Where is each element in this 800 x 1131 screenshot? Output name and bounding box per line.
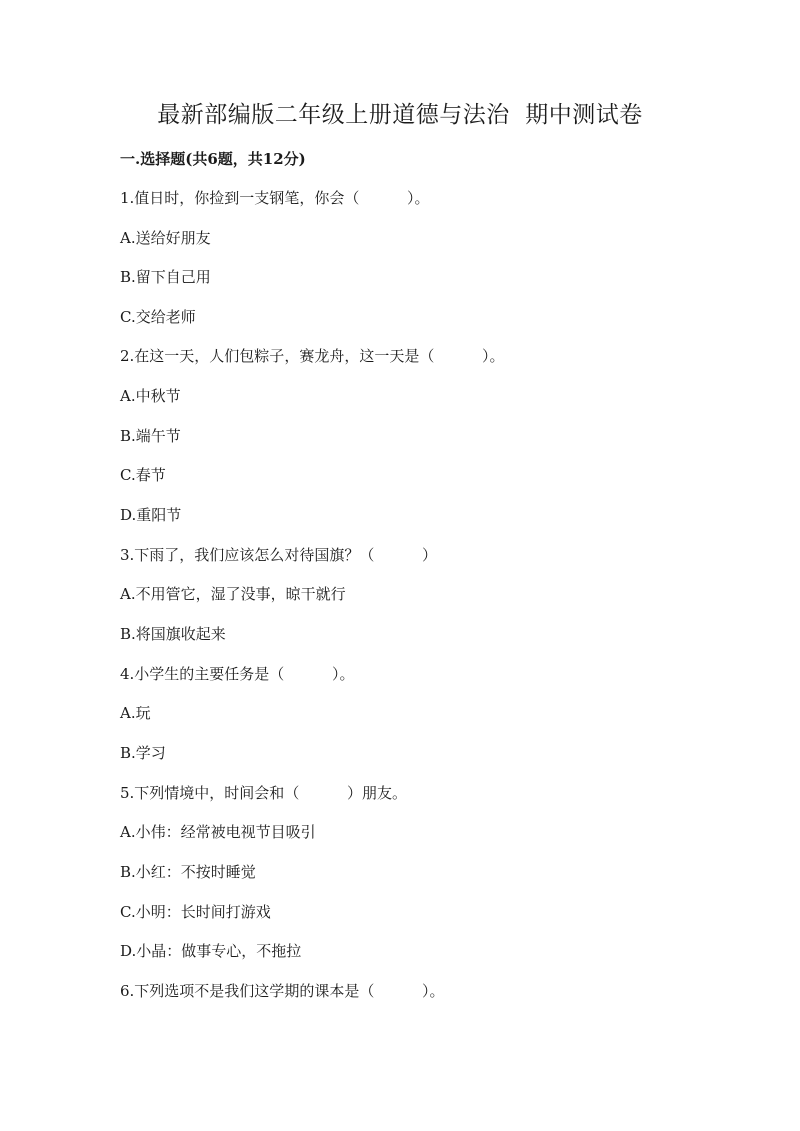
question-5-option-a: A.小伟：经常被电视节目吸引 [120, 823, 316, 841]
question-2-stem: 2.在这一天，人们包粽子，赛龙舟，这一天是（ ）。 [120, 347, 505, 365]
question-3-stem: 3.下雨了，我们应该怎么对待国旗？（ ） [120, 546, 437, 564]
question-5-option-b: B.小红：不按时睡觉 [120, 863, 256, 881]
question-2-option-b: B.端午节 [120, 427, 181, 445]
question-1-option-a: A.送给好朋友 [120, 229, 211, 247]
question-4-option-a: A.玩 [120, 704, 151, 722]
section-heading: 一.选择题(共6题，共12分) [120, 150, 306, 168]
question-4-option-b: B.学习 [120, 744, 166, 762]
question-2-option-c: C.春节 [120, 466, 166, 484]
question-6-stem: 6.下列选项不是我们这学期的课本是（ ）。 [120, 982, 445, 1000]
question-5-option-d: D.小晶：做事专心，不拖拉 [120, 942, 302, 960]
question-3-option-a: A.不用管它，湿了没事，晾干就行 [120, 585, 346, 603]
question-2-option-d: D.重阳节 [120, 506, 182, 524]
document-title: 最新部编版二年级上册道德与法治 期中测试卷 [157, 102, 643, 128]
question-4-stem: 4.小学生的主要任务是（ ）。 [120, 665, 355, 683]
question-5-stem: 5.下列情境中，时间会和（ ）朋友。 [120, 784, 407, 802]
question-5-option-c: C.小明：长时间打游戏 [120, 903, 271, 921]
question-2-option-a: A.中秋节 [120, 387, 181, 405]
question-1-option-c: C.交给老师 [120, 308, 196, 326]
question-1-stem: 1.值日时，你捡到一支钢笔，你会（ ）。 [120, 189, 430, 207]
question-3-option-b: B.将国旗收起来 [120, 625, 226, 643]
question-1-option-b: B.留下自己用 [120, 268, 211, 286]
